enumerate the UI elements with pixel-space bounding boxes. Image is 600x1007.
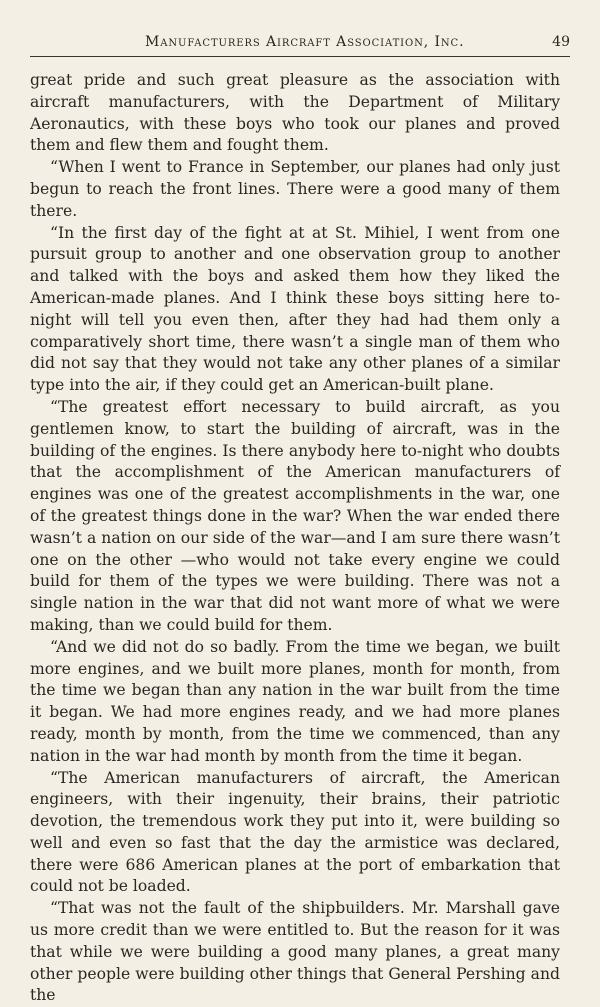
paragraph: “And we did not do so badly. From the time we began, we built more engines, and we built more planes, month for month, from the time we began than any nation in the war built from the time it began. We had more engines ready, and we had more planes ready, month by month, from the time we commenced, than any nation in the war had month by month from the time it began. [30,637,560,765]
running-head [30,34,570,57]
paragraph-continuation: great pride and such great pleasure as the association with aircraft manufacturers, with the Department of Military Aeronautics, with these boys who took our planes and proved them and flew them and fought them. [30,71,560,155]
page-number: 49 [552,34,570,50]
body-text [30,70,560,1007]
paragraph: “The American manufacturers of aircraft, the American engineers, with their ingenuity, their brains, their patriotic devotion, the tremendous work they put into it, were building so well and even so fast that the day the armistice was declared, there were 686 American planes at the port of embarkation that could not be loaded. [30,768,560,896]
paragraph: “In the first day of the fight at at St. Mihiel, I went from one pursuit group to another and one observation group to another and talked with the boys and asked them how they liked the American-made planes. And I think these boys sitting here to-night will tell you even then, after they had had them only a comparatively short time, there wasn’t a single man of them who did not say that they would not take any other planes of a similar type into the air, if they could get an American-built plane. [30,223,560,395]
running-title: Manufacturers Aircraft Association, Inc. [145,34,465,50]
paragraph: “That was not the fault of the shipbuilders. Mr. Marshall gave us more credit than we were entitled to. But the reason for it was that while we were building a good many planes, a great many other people were building other things that General Pershing and the [30,899,560,1005]
paragraph: “When I went to France in September, our planes had only just begun to reach the front lines. There were a good many of them there. [30,158,560,220]
paragraph: “The greatest effort necessary to build aircraft, as you gentlemen know, to start the building of aircraft, was in the building of the engines. Is there anybody here to-night who doubts that the accomplishment of the American manufacturers of engines was one of the greatest accomplishments in the war, one of the greatest things done in the war? When the war ended there wasn’t a nation on our side of the war—and I am sure there wasn’t one on the other —who would not take every engine we could build for them of the types we were building. There was not a single nation in the war that did not want more of what we were making, than we could build for them. [30,397,560,634]
